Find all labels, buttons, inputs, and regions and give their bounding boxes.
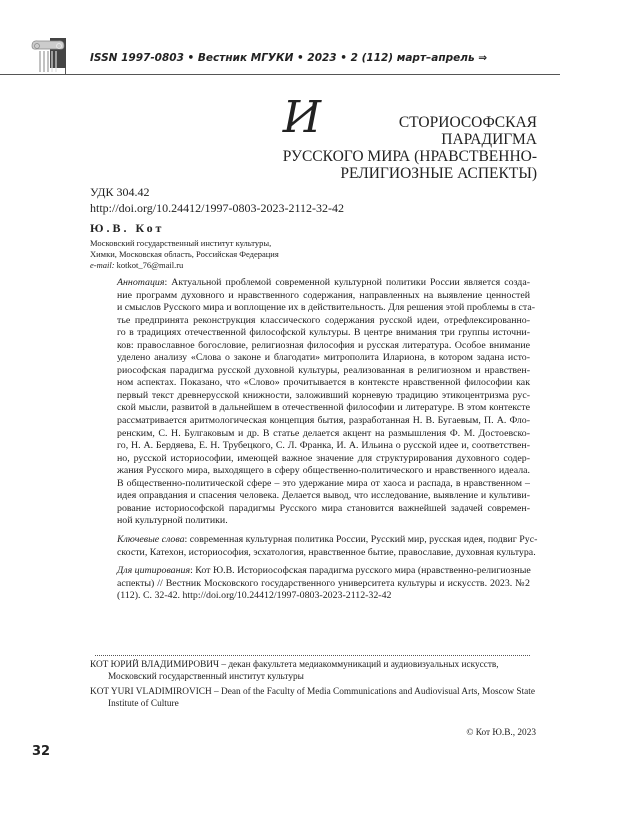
abstract-text: ков: православное богословие, религиозная философия и русская литература. Особое внимание <box>117 339 530 351</box>
bio-ru: КОТ ЮРИЙ ВЛАДИМИРОВИЧ – декан факультета медиакоммуникаций и аудиовизуальных искусств, Московский государственный институт культуры <box>90 660 499 683</box>
abstract-text: тье предпринята реконструкция классического содержания русской идеи, отрефлексированно- <box>117 314 530 326</box>
abstract-text: рассматривается аритмологическая концепция бытия, разработанная Н. В. Бугаевым, П. А. Фло- <box>117 415 530 427</box>
keywords <box>117 534 538 559</box>
dotted-divider <box>95 655 530 656</box>
article-title <box>282 92 537 182</box>
abstract-text: и смыслов Русского мира и воплощение их в действительность. Для решения этой проблемы в ста- <box>117 302 536 314</box>
citation-text: аспекты) // Вестник Московского государственного университета культуры и искусств. 2023. №2 <box>117 577 530 589</box>
abstract-line <box>117 440 530 453</box>
citation-text: : Кот Ю.В. Историософская парадигма русского мира (нравственно-религиозные <box>190 565 531 576</box>
affiliation <box>90 238 279 271</box>
citation <box>117 565 530 603</box>
citation-text: (112). С. 32-42. http://doi.org/10.24412/1997-0803-2023-2112-32-42 <box>117 590 392 602</box>
citation-label: Для цитирования <box>117 565 191 576</box>
abstract-text: го в традициях отечественной философской культуры. В центре внимания три группы источни- <box>117 327 530 339</box>
copyright: © Кот Ю.В., 2023 <box>466 728 536 738</box>
abstract-line <box>117 377 530 390</box>
affiliation-line: Московский государственный институт культуры, <box>90 238 272 248</box>
abstract-line <box>117 503 530 516</box>
abstract-line <box>117 390 530 403</box>
abstract-text: рование историософской парадигмы Русского мира становится важнейшей задачей современ- <box>117 502 530 514</box>
abstract-line <box>117 490 530 503</box>
keywords-line <box>117 546 536 560</box>
abstract-line <box>117 478 530 491</box>
email-link[interactable]: kotkot_76@mail.ru <box>116 260 184 270</box>
abstract-text: жания Русского мира, выходящего в сферу общественно-политического и нравственного идеала. <box>117 465 530 477</box>
citation-line <box>117 565 530 578</box>
abstract-text: первый текст древнерусской книжности, заложивший корневую традицию этикоцентризма рус- <box>117 389 530 401</box>
citation-line <box>117 578 530 591</box>
affiliation-line: Химки, Московская область, Российская Федерация <box>90 249 279 259</box>
abstract-text: : Актуальной проблемой современной культурной политики России является созда- <box>164 277 530 288</box>
title-line: СТОРИОСОФСКАЯ ПАРАДИГМА <box>398 114 537 148</box>
abstract-line <box>117 402 530 415</box>
abstract-line <box>117 515 530 528</box>
page-number: 32 <box>32 744 51 759</box>
abstract <box>117 277 536 528</box>
abstract-text: В общественно-политической сфере – это удержание мира от хаоса и распада, в нравственном – <box>117 477 530 489</box>
abstract-line <box>117 428 530 441</box>
abstract-text: ном аспектах. Показано, что «Слово» прочитывается в контексте нравственной философии как <box>117 377 530 389</box>
abstract-line <box>117 340 530 353</box>
udk-code: УДК 304.42 <box>90 185 150 199</box>
abstract-text: ной культурной политики. <box>117 515 228 527</box>
title-initial: И <box>282 92 322 143</box>
abstract-text: риософская парадигма русской духовной культуры, реализованная в религиозном и нравствен- <box>117 364 530 376</box>
doi-link[interactable]: http://doi.org/10.24412/1997-0803-2023-2112-32-42 <box>90 201 344 215</box>
abstract-text: но, русской историософии, имеющей важное значение для структурирования духовного содер- <box>117 452 530 464</box>
abstract-text: ние программ духовного и нравственного содержания, направленных на выявление ценностей <box>117 289 530 301</box>
journal-header: ISSN 1997-0803 • Вестник МГУКИ • 2023 • 2 (112) март–апрель ⇒ <box>90 52 488 64</box>
abstract-line <box>117 465 530 478</box>
abstract-line <box>117 453 530 466</box>
abstract-text: го, Н. А. Бердяева, Е. Н. Трубецкого, С. Л. Франка, И. А. Ильина о русской идее и, соответствен- <box>117 440 530 452</box>
abstract-line <box>117 327 530 340</box>
abstract-line <box>117 302 536 315</box>
abstract-label: Аннотация <box>117 277 165 288</box>
citation-line <box>117 590 530 603</box>
abstract-text: идея оправдания и спасения человека. Делается вывод, что исследование, выявление и культиви- <box>117 490 530 502</box>
udk-block <box>90 184 344 216</box>
abstract-text: ренским, С. Н. Булгаковым и др. В статье делается акцент на размышления Ф. М. Достоевско- <box>117 427 530 439</box>
author-name: Ю.В. Кот <box>90 221 165 235</box>
keywords-label: Ключевые слова <box>117 534 185 545</box>
abstract-line <box>117 415 530 428</box>
column-capital-logo <box>30 38 66 74</box>
keywords-text: : современная культурная политика России, Русский мир, русская идея, подвиг Рус- <box>184 534 538 545</box>
abstract-text: уделено анализу «Слова о законе и благодати» митрополита Илариона, в котором задана исто- <box>117 352 530 364</box>
title-line: РЕЛИГИОЗНЫЕ АСПЕКТЫ) <box>340 165 537 182</box>
abstract-line <box>117 277 530 290</box>
header-rule <box>0 74 560 75</box>
author-bio <box>90 659 535 712</box>
title-line: РУССКОГО МИРА (НРАВСТВЕННО- <box>282 148 537 165</box>
abstract-line <box>117 352 530 365</box>
email-label: e-mail: <box>90 260 115 270</box>
abstract-line <box>117 365 530 378</box>
keywords-line <box>117 534 538 547</box>
keywords-text: скости, Катехон, историософия, эсхатология, нравственное бытие, православие, духовная культура. <box>117 546 536 558</box>
bio-en: KOT YURI VLADIMIROVICH – Dean of the Faculty of Media Communications and Audiovisual Arts, Moscow State Institute of Culture <box>90 686 535 709</box>
abstract-line <box>117 315 530 328</box>
abstract-line <box>117 290 530 303</box>
abstract-text: ской мысли, развитой в дальнейшем в отечественной философии и литературе. В этом контексте <box>117 402 530 414</box>
